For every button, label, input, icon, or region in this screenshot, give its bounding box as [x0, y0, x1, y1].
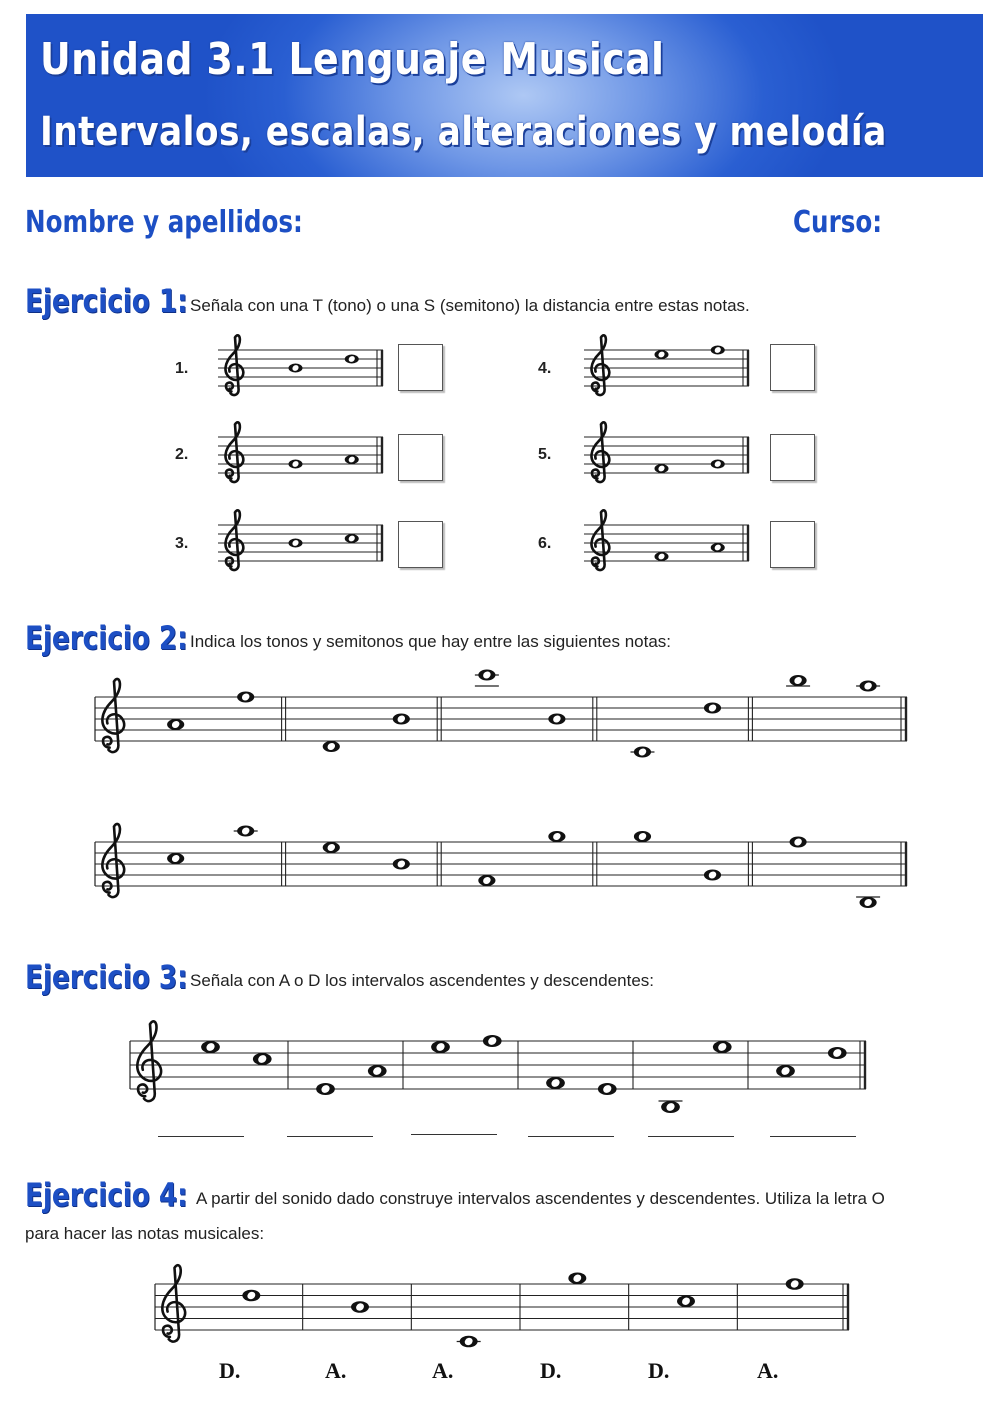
whole-note	[711, 543, 725, 552]
whole-note	[351, 1301, 369, 1313]
whole-note	[393, 714, 410, 725]
whole-note	[661, 1101, 680, 1113]
whole-note	[167, 853, 184, 864]
whole-note	[677, 1296, 695, 1308]
whole-note	[713, 1041, 732, 1053]
exercise-3-instruction: Señala con A o D los intervalos ascendentes y descendentes:	[190, 971, 655, 990]
name-label: Nombre y apellidos:	[25, 205, 303, 240]
whole-note	[431, 1041, 450, 1053]
whole-note	[828, 1047, 847, 1059]
whole-note	[654, 552, 668, 561]
whole-note	[790, 675, 807, 686]
ex1-staff	[574, 485, 759, 601]
whole-note	[345, 455, 359, 464]
ex1-staff	[208, 485, 393, 601]
answer-line[interactable]	[158, 1136, 244, 1137]
answer-line[interactable]	[648, 1136, 734, 1137]
whole-note	[860, 897, 877, 908]
exercise-3-title: Ejercicio 3:	[25, 958, 188, 996]
whole-note	[345, 534, 359, 543]
whole-note	[790, 837, 807, 848]
answer-line[interactable]	[528, 1136, 614, 1137]
whole-note	[548, 714, 565, 725]
answer-box-5[interactable]	[770, 434, 815, 481]
answer-box-3[interactable]	[398, 521, 443, 568]
whole-note	[704, 870, 721, 881]
whole-note	[478, 670, 495, 681]
whole-note	[786, 1278, 804, 1290]
whole-note	[634, 831, 651, 842]
whole-note	[368, 1065, 387, 1077]
whole-note	[711, 460, 725, 469]
whole-note	[654, 464, 668, 473]
whole-note	[288, 539, 302, 548]
whole-note	[598, 1083, 617, 1095]
answer-box-2[interactable]	[398, 434, 443, 481]
whole-note	[253, 1053, 272, 1065]
interval-direction-label: D.	[540, 1358, 562, 1383]
answer-box-1[interactable]	[398, 344, 443, 391]
exercise-4-title: Ejercicio 4:	[25, 1176, 188, 1214]
exercise-2-title: Ejercicio 2:	[25, 619, 188, 657]
ex1-item-number: 4.	[538, 360, 552, 377]
whole-note	[237, 692, 254, 703]
whole-note	[288, 364, 302, 373]
answer-box-6[interactable]	[770, 521, 815, 568]
whole-note	[201, 1041, 220, 1053]
whole-note	[548, 831, 565, 842]
exercise-4-instruction: A partir del sonido dado construye intervalos ascendentes y descendentes. Utiliza la letra O	[196, 1189, 885, 1208]
exercise-1-instruction: Señala con una T (tono) o una S (semitono) la distancia entre estas notas.	[190, 296, 750, 315]
whole-note	[711, 346, 725, 355]
header-banner	[26, 14, 983, 177]
interval-direction-label: D.	[219, 1358, 241, 1383]
exercise-2-instruction: Indica los tonos y semitonos que hay entre las siguientes notas:	[190, 632, 672, 651]
whole-note	[323, 842, 340, 853]
ex2-staff-2	[85, 802, 917, 926]
whole-note	[546, 1077, 565, 1089]
answer-line[interactable]	[287, 1136, 373, 1137]
exercise-1-title: Ejercicio 1:	[25, 282, 188, 320]
page-title: Unidad 3.1 Lenguaje Musical	[40, 34, 665, 85]
exercise-4-instruction-cont: para hacer las notas musicales:	[25, 1224, 265, 1243]
whole-note	[654, 350, 668, 359]
interval-direction-label: D.	[648, 1358, 670, 1383]
whole-note	[167, 719, 184, 730]
course-label: Curso:	[793, 205, 883, 240]
whole-note	[316, 1083, 335, 1095]
whole-note	[242, 1290, 260, 1302]
page-subtitle: Intervalos, escalas, alteraciones y melodía	[40, 109, 887, 155]
whole-note	[323, 741, 340, 752]
ex1-item-number: 6.	[538, 535, 552, 552]
interval-direction-label: A.	[757, 1358, 779, 1383]
interval-direction-label: A.	[432, 1358, 454, 1383]
interval-direction-label: A.	[325, 1358, 347, 1383]
whole-note	[860, 681, 877, 692]
whole-note	[393, 859, 410, 870]
answer-line[interactable]	[770, 1136, 856, 1137]
whole-note	[634, 747, 651, 758]
whole-note	[483, 1035, 502, 1047]
whole-note	[345, 355, 359, 364]
ex1-item-number: 3.	[175, 535, 189, 552]
whole-note	[237, 826, 254, 837]
ex1-item-number: 5.	[538, 446, 552, 463]
ex4-staff	[145, 1244, 859, 1370]
answer-line[interactable]	[411, 1134, 497, 1135]
whole-note	[288, 460, 302, 469]
ex1-item-number: 2.	[175, 446, 189, 463]
whole-note	[568, 1273, 586, 1285]
whole-note	[460, 1336, 478, 1348]
ex2-staff-1	[85, 657, 917, 781]
answer-box-4[interactable]	[770, 344, 815, 391]
whole-note	[478, 875, 495, 886]
whole-note	[776, 1065, 795, 1077]
ex3-staff	[120, 1001, 876, 1129]
whole-note	[704, 703, 721, 714]
ex1-item-number: 1.	[175, 360, 189, 377]
